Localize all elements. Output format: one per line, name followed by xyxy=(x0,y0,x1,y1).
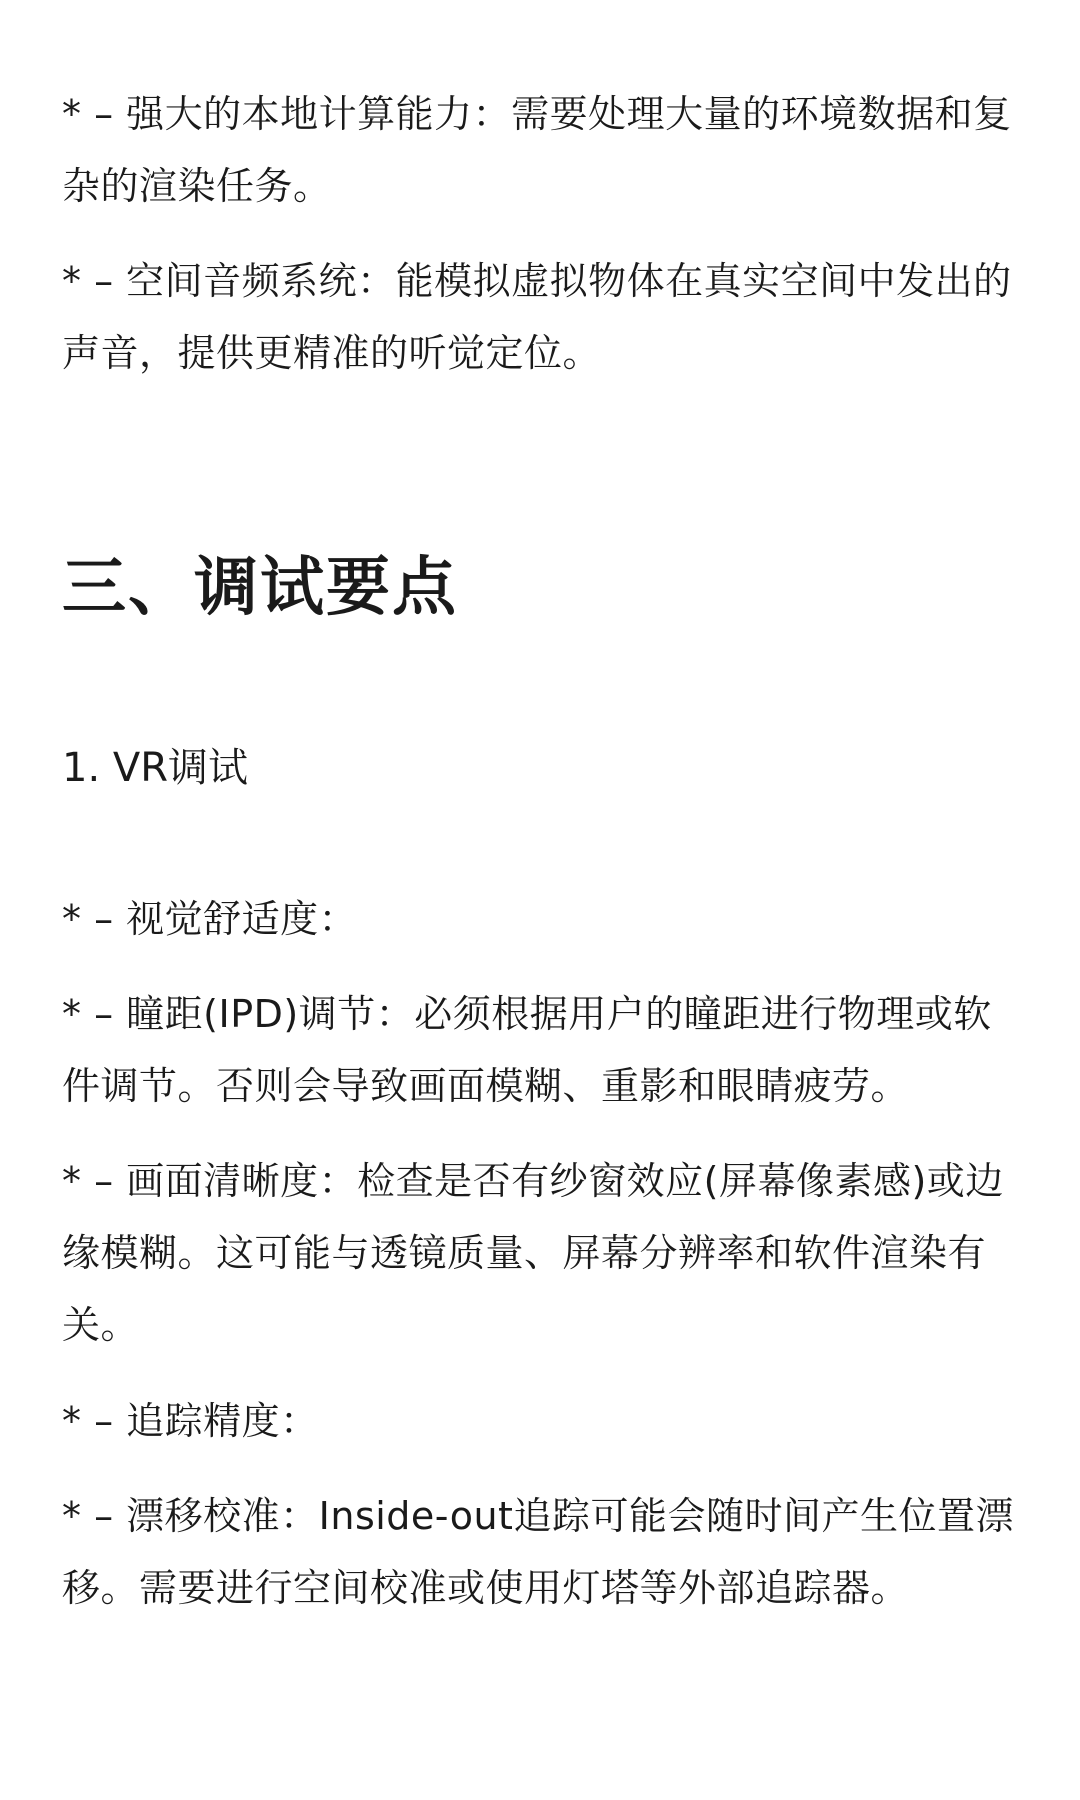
subsection-heading: 1. VR调试 xyxy=(62,745,249,791)
paragraph-visual-comfort: * – 视觉舒适度： xyxy=(62,897,358,941)
paragraph-local-compute: * – 强大的本地计算能力：需要处理大量的环境数据和复杂的渲染任务。 xyxy=(62,92,1012,208)
paragraph-tracking-accuracy: * – 追踪精度： xyxy=(62,1399,319,1443)
section-heading: 三、调试要点 xyxy=(62,551,458,625)
paragraph-clarity: * – 画面清晰度：检查是否有纱窗效应(屏幕像素感)或边缘模糊。这可能与透镜质量、屏幕分辨率和软件渲染有关。 xyxy=(62,1159,1004,1347)
paragraph-ipd-adjustment: * – 瞳距(IPD)调节：必须根据用户的瞳距进行物理或软件调节。否则会导致画面模糊、重影和眼睛疲劳。 xyxy=(62,992,992,1108)
paragraph-spatial-audio: * – 空间音频系统：能模拟虚拟物体在真实空间中发出的声音，提供更精准的听觉定位。 xyxy=(62,259,1012,375)
paragraph-drift-calibration: * – 漂移校准：Inside-out追踪可能会随时间产生位置漂移。需要进行空间校准或使用灯塔等外部追踪器。 xyxy=(62,1494,1014,1610)
